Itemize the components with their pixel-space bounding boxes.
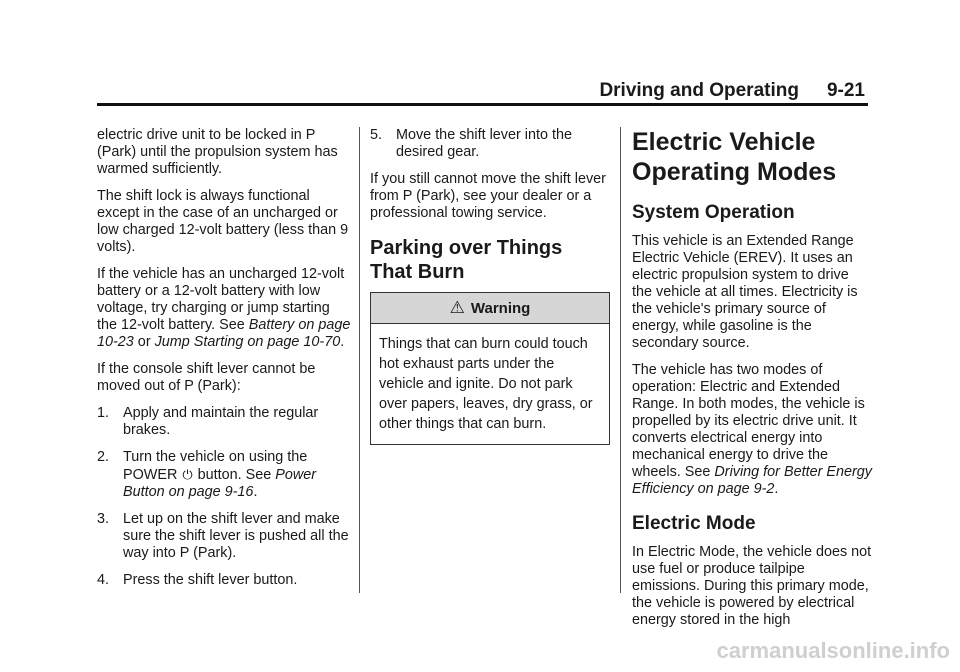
- paragraph: If the vehicle has an uncharged 12-volt battery or a 12-volt battery with low voltage, try charging or jump starting the 12-volt battery. See Battery on page 10-23 or Jump Starting on page 10-70.: [97, 266, 351, 350]
- list-item: 3. Let up on the shift lever and make sure the shift lever is pushed all the way into P (Park).: [97, 511, 349, 561]
- column-2: [370, 127, 610, 445]
- cross-reference: Power Button on page 9-16: [123, 467, 317, 500]
- list-item: 2. Turn the vehicle on using the POWER ⏻ button. See Power Button on page 9-16.: [97, 449, 317, 500]
- warning-title: Warning: [470, 300, 531, 317]
- column-divider-2: [620, 127, 621, 593]
- paragraph: The shift lock is always functional except in the case of an uncharged or low charged 12-volt battery (less than 9 volts).: [97, 188, 349, 255]
- warning-header: [371, 293, 609, 324]
- subsection-heading: System Operation: [632, 202, 795, 223]
- column-1: [97, 127, 352, 599]
- warning-icon: ⚠: [449, 298, 465, 317]
- cross-reference: Battery on page 10-23: [97, 317, 351, 350]
- page-header: [599, 80, 865, 102]
- list-item: 1. Apply and maintain the regular brakes.: [97, 405, 319, 438]
- list-item: 5. Move the shift lever into the desired gear.: [370, 127, 572, 160]
- column-divider-1: [359, 127, 360, 593]
- paragraph: The vehicle has two modes of operation: Electric and Extended Range. In both modes, the vehicle is propelled by its electric drive unit. It converts electrical energy into mechanical energy to drive the wheels. See Driving for Better Energy Efficiency on page 9-2.: [632, 362, 872, 497]
- page-number: 9-21: [826, 80, 865, 101]
- column-3: [632, 127, 872, 639]
- list-item: 4. Press the shift lever button.: [97, 572, 298, 588]
- chapter-heading: Electric Vehicle Operating Modes: [632, 128, 837, 186]
- header-rule: [97, 103, 868, 106]
- warning-text: Things that can burn could touch hot exhaust parts under the vehicle and ignite. Do not park over papers, leaves, dry grass, or other things that can burn.: [379, 336, 593, 432]
- section-heading: Parking over Things That Burn: [370, 237, 563, 283]
- paragraph: If you still cannot move the shift lever from P (Park), see your dealer or a professional towing service.: [370, 171, 606, 221]
- step-list: [370, 127, 610, 161]
- subsection-heading: Electric Mode: [632, 513, 756, 534]
- watermark: carmanualsonline.info: [716, 638, 950, 663]
- warning-box: [370, 292, 610, 445]
- section-title: Driving and Operating: [599, 80, 799, 101]
- power-icon: ⏻: [182, 467, 193, 482]
- paragraph: In Electric Mode, the vehicle does not use fuel or produce tailpipe emissions. During this primary mode, the vehicle is powered by electrical energy stored in the high: [632, 544, 872, 628]
- paragraph: This vehicle is an Extended Range Electric Vehicle (EREV). It uses an electric propulsion system to drive the vehicle at all times. Electricity is the vehicle's primary source of energy, while gasoline is the secondary source.: [632, 233, 858, 351]
- cross-reference: Jump Starting on page 10-70: [154, 334, 341, 350]
- step-list: [97, 405, 352, 589]
- cross-reference: Driving for Better Energy Efficiency on page 9-2: [632, 464, 872, 497]
- paragraph: electric drive unit to be locked in P (Park) until the propulsion system has warmed sufficiently.: [97, 127, 338, 177]
- paragraph: If the console shift lever cannot be moved out of P (Park):: [97, 361, 316, 394]
